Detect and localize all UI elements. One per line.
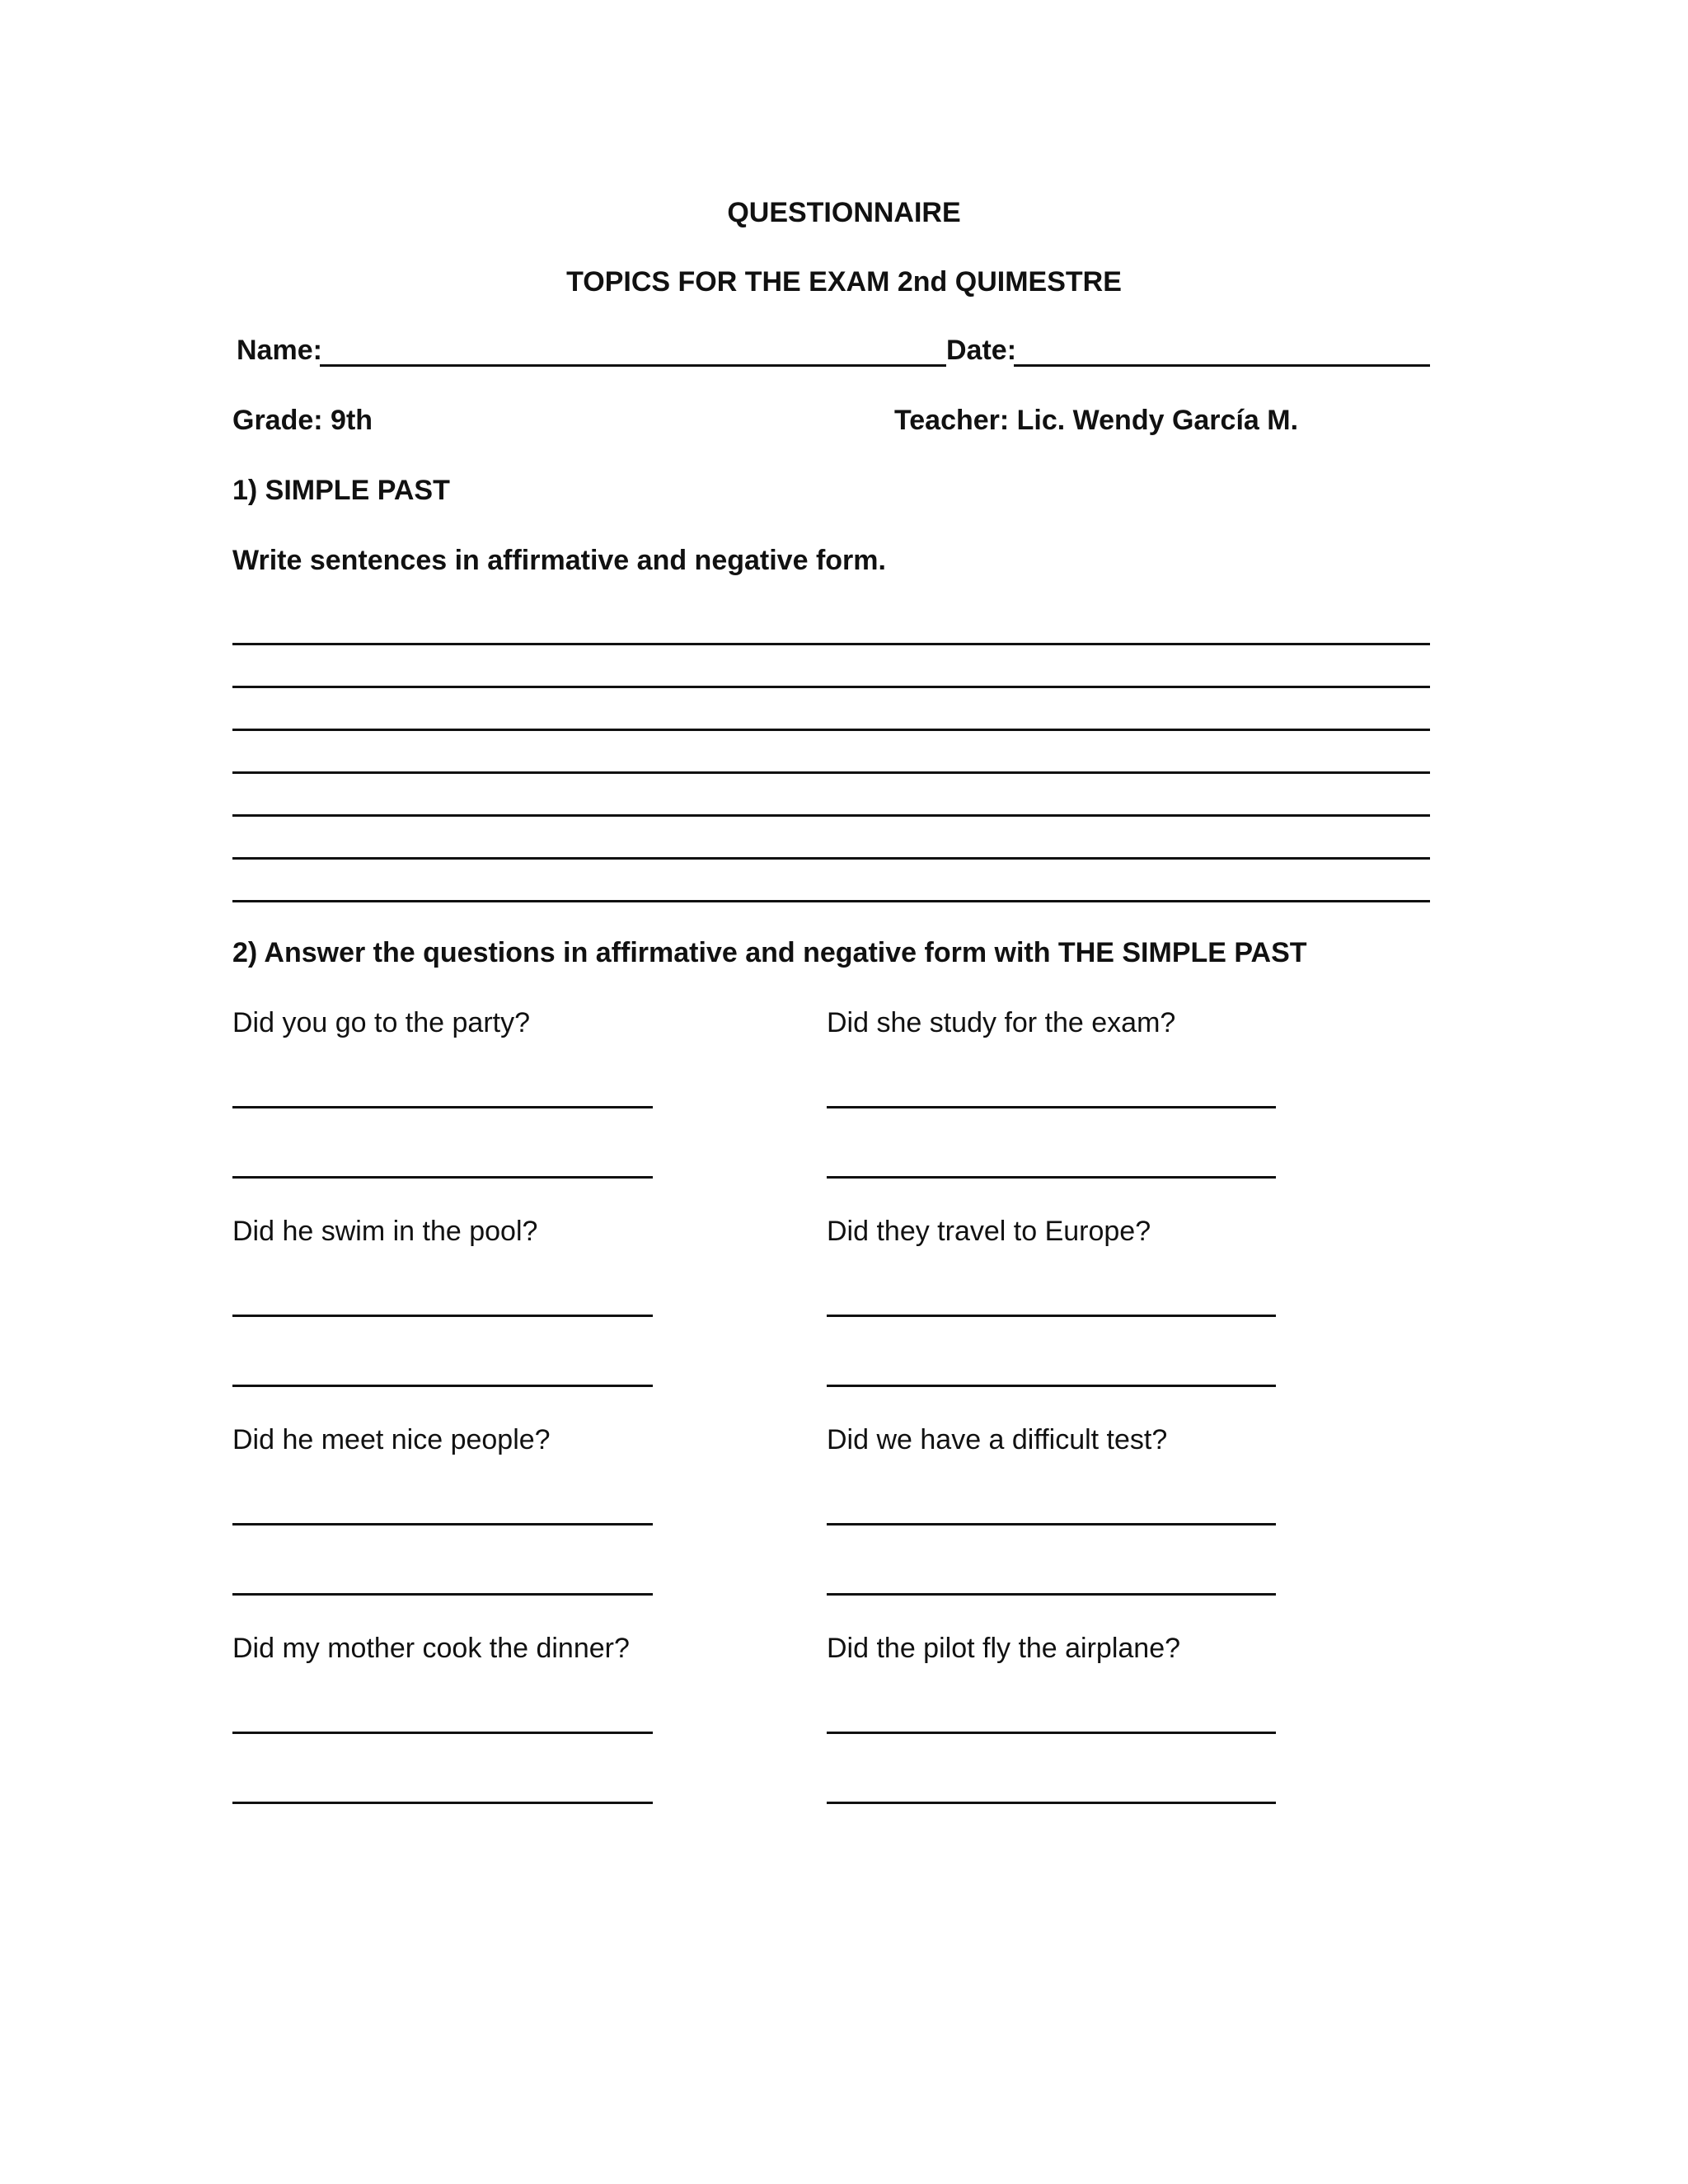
question-text: Did he meet nice people? [232,1424,551,1455]
name-label: Name: [237,335,322,366]
answer-line[interactable] [232,1732,653,1734]
writing-line[interactable] [232,771,1430,774]
document-title: QUESTIONNAIRE [727,197,961,228]
question-text: Did they travel to Europe? [827,1216,1151,1247]
grade-label: Grade: 9th [232,405,373,436]
answer-line[interactable] [827,1176,1276,1179]
writing-line[interactable] [232,643,1430,645]
question-text: Did you go to the party? [232,1007,531,1038]
answer-line[interactable] [232,1106,653,1108]
teacher-label: Teacher: Lic. Wendy García M. [894,405,1299,436]
date-label: Date: [946,335,1017,366]
writing-line[interactable] [232,686,1430,688]
question-text: Did she study for the exam? [827,1007,1176,1038]
section1-instruction: Write sentences in affirmative and negative form. [232,545,886,576]
name-field[interactable] [320,364,946,367]
answer-line[interactable] [827,1106,1276,1108]
writing-line[interactable] [232,857,1430,860]
section1-heading: 1) SIMPLE PAST [232,475,450,506]
answer-line[interactable] [827,1593,1276,1596]
answer-line[interactable] [827,1523,1276,1526]
question-text: Did he swim in the pool? [232,1216,538,1247]
section2-heading: 2) Answer the questions in affirmative and negative form with THE SIMPLE PAST [232,937,1307,968]
answer-line[interactable] [232,1176,653,1179]
question-text: Did the pilot fly the airplane? [827,1633,1181,1664]
answer-line[interactable] [827,1385,1276,1387]
document-subtitle: TOPICS FOR THE EXAM 2nd QUIMESTRE [566,266,1122,298]
answer-line[interactable] [232,1315,653,1317]
answer-line[interactable] [232,1593,653,1596]
answer-line[interactable] [232,1385,653,1387]
writing-line[interactable] [232,814,1430,817]
answer-line[interactable] [232,1802,653,1804]
answer-line[interactable] [827,1802,1276,1804]
answer-line[interactable] [827,1732,1276,1734]
answer-line[interactable] [827,1315,1276,1317]
writing-line[interactable] [232,900,1430,902]
writing-line[interactable] [232,729,1430,731]
date-field[interactable] [1014,364,1430,367]
answer-line[interactable] [232,1523,653,1526]
question-text: Did we have a difficult test? [827,1424,1168,1455]
question-text: Did my mother cook the dinner? [232,1633,630,1664]
